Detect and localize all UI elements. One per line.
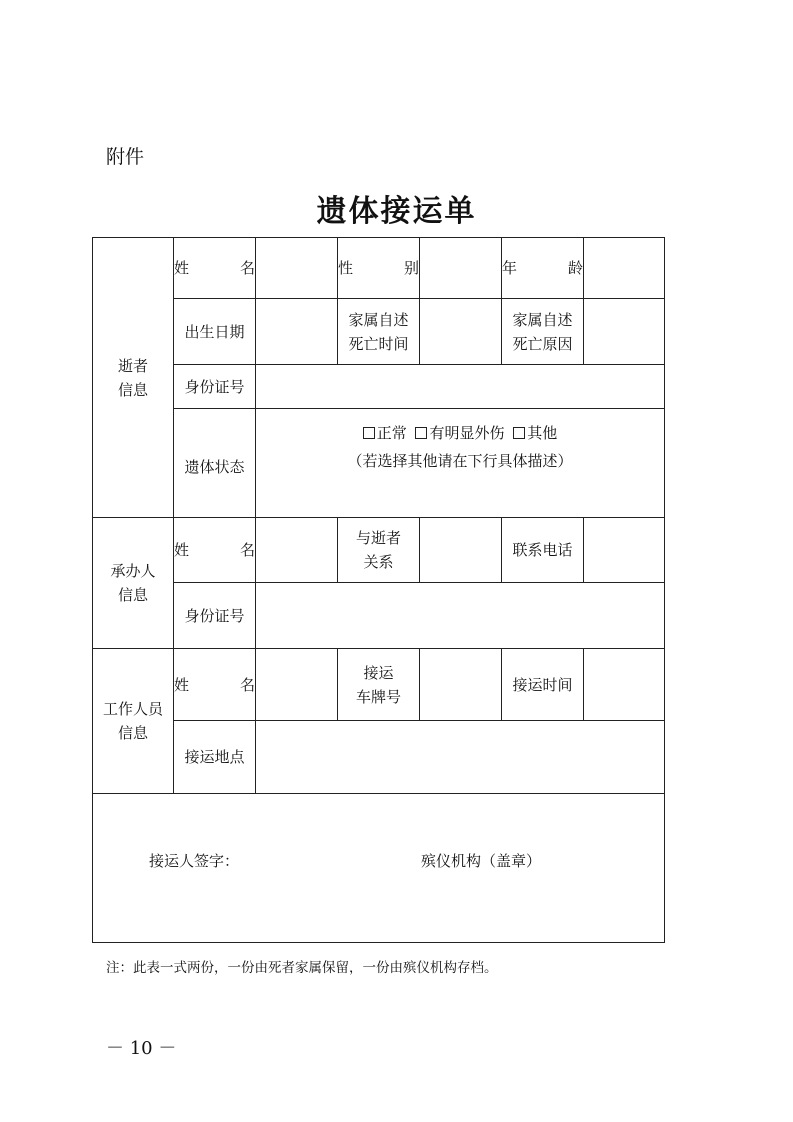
birth-date-label: 出生日期 — [174, 299, 256, 365]
staff-name-label: 姓名 — [174, 649, 256, 721]
death-cause-field[interactable] — [584, 299, 665, 365]
handler-id-label: 身份证号 — [174, 583, 256, 649]
transport-place-field[interactable] — [256, 721, 665, 794]
deceased-id-label: 身份证号 — [174, 365, 256, 409]
transport-time-label: 接运时间 — [502, 649, 584, 721]
handler-id-field[interactable] — [256, 583, 665, 649]
handler-name-field[interactable] — [256, 518, 338, 583]
transport-place-label: 接运地点 — [174, 721, 256, 794]
plate-label: 接运 车牌号 — [338, 649, 420, 721]
transport-form-table — [92, 237, 665, 943]
checkbox-icon[interactable] — [415, 427, 427, 439]
page-number: － 10 － — [106, 1038, 177, 1059]
footnote: 注：此表一式两份，一份由死者家属保留，一份由殡仪机构存档。 — [106, 960, 498, 976]
checkbox-icon[interactable] — [363, 427, 375, 439]
plate-field[interactable] — [420, 649, 502, 721]
transport-time-field[interactable] — [584, 649, 665, 721]
deceased-name-field[interactable] — [256, 238, 338, 299]
staff-section-label: 工作人员 信息 — [93, 649, 174, 794]
birth-date-field[interactable] — [256, 299, 338, 365]
body-state-label: 遗体状态 — [174, 409, 256, 518]
option-normal[interactable]: 正常 — [363, 424, 407, 442]
deceased-id-field[interactable] — [256, 365, 665, 409]
relation-field[interactable] — [420, 518, 502, 583]
deceased-age-label: 年龄 — [502, 238, 584, 299]
signer-label: 接运人签字： — [149, 852, 240, 870]
deceased-age-field[interactable] — [584, 238, 665, 299]
phone-label: 联系电话 — [502, 518, 584, 583]
deceased-name-label: 姓名 — [174, 238, 256, 299]
body-state-options — [256, 421, 664, 445]
relation-label: 与逝者 关系 — [338, 518, 420, 583]
body-state-hint: （若选择其他请在下行具体描述） — [347, 452, 573, 470]
form-title: 遗体接运单 — [316, 194, 477, 229]
death-cause-label: 家属自述 死亡原因 — [502, 299, 584, 365]
checkbox-icon[interactable] — [513, 427, 525, 439]
deceased-section-label: 逝者 信息 — [93, 238, 174, 518]
death-time-field[interactable] — [420, 299, 502, 365]
option-visible-injury[interactable]: 有明显外伤 — [415, 424, 504, 442]
phone-field[interactable] — [584, 518, 665, 583]
body-state-cell — [256, 409, 665, 518]
deceased-gender-label: 性别 — [338, 238, 420, 299]
staff-name-field[interactable] — [256, 649, 338, 721]
handler-section-label: 承办人 信息 — [93, 518, 174, 649]
handler-name-label: 姓名 — [174, 518, 256, 583]
signature-cell[interactable] — [93, 794, 665, 943]
deceased-gender-field[interactable] — [420, 238, 502, 299]
death-time-label: 家属自述 死亡时间 — [338, 299, 420, 365]
org-seal-label: 殡仪机构（盖章） — [421, 852, 542, 870]
attachment-label: 附件 — [106, 146, 145, 168]
option-other[interactable]: 其他 — [513, 424, 557, 442]
